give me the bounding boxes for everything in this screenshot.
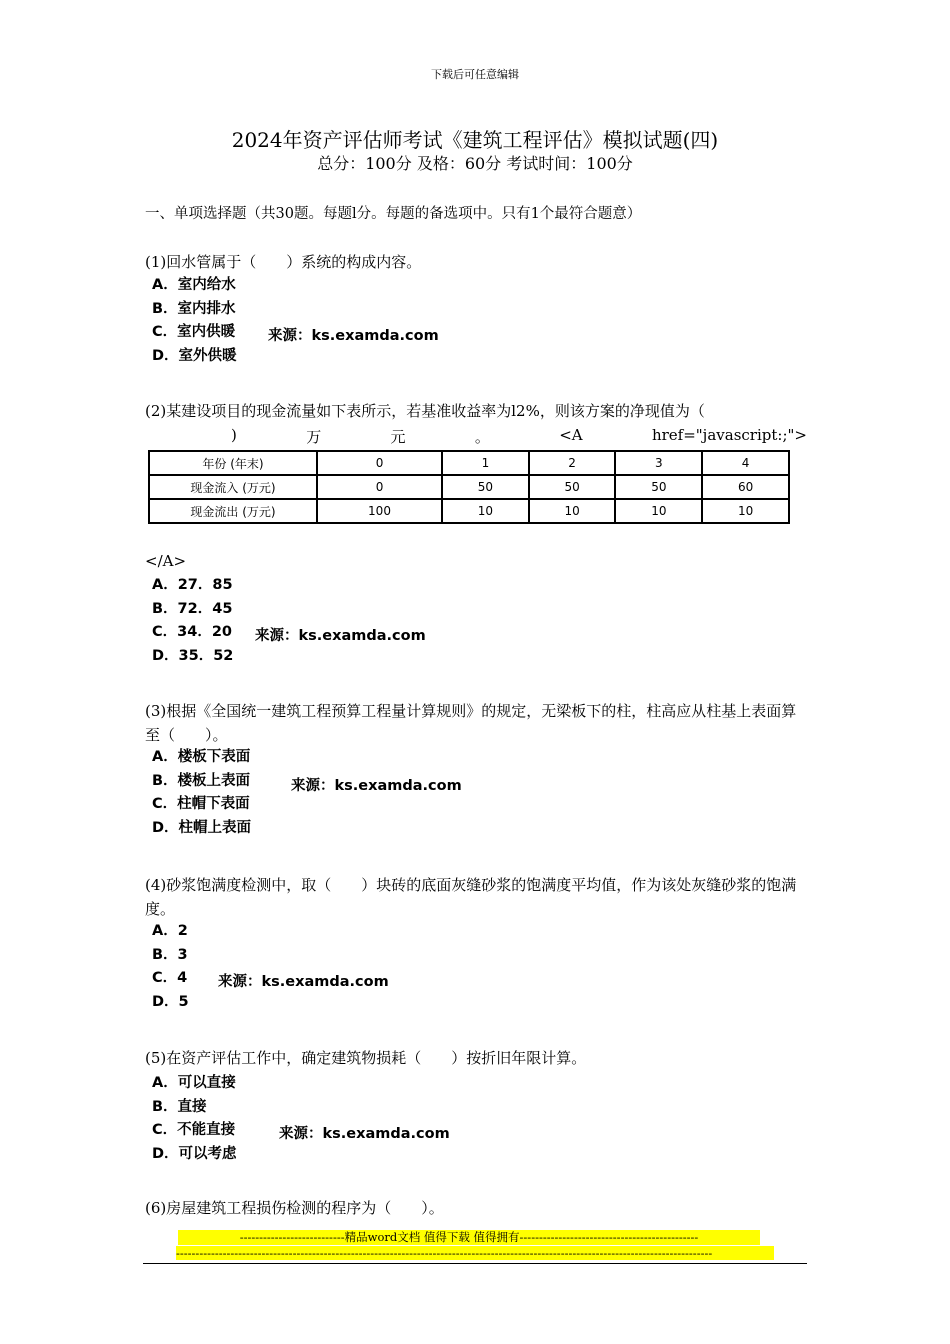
option-a: A．楼板下表面: [152, 749, 251, 765]
page-header: 下载后可任意编辑: [431, 68, 519, 81]
table-row: [149, 499, 789, 523]
option-d: D．可以考虑: [152, 1145, 237, 1162]
option-b: B．3: [152, 946, 188, 963]
exam-info: 总分：100分 及格：60分 考试时间：100分: [317, 154, 633, 173]
option-b: B．直接: [152, 1098, 207, 1115]
section-heading: 一、单项选择题（共30题。每题l分。每题的备选项中。只有1个最符合题意）: [145, 206, 642, 222]
question-3-text: (3)根据《全国统一建筑工程预算工程量计算规则》的规定，无梁板下的柱，柱高应从柱基上表面算至（ ）。: [145, 702, 797, 744]
table-row: [149, 475, 789, 499]
closing-tag-text: </A>: [145, 552, 187, 570]
document-title: 2024年资产评估师考试《建筑工程评估》模拟试题(四): [231, 128, 719, 152]
table-cell: 10: [702, 499, 789, 523]
question-1-text: (1)回水管属于（ ）系统的构成内容。: [145, 253, 422, 271]
source-label: 来源：ks.examda.com: [279, 1126, 450, 1142]
footer-banner: ---------------------------精品word文档 值得下载 值得拥有----------------------------------------------: [178, 1230, 760, 1245]
option-c: C．34．20: [152, 624, 232, 640]
question-2-options: [152, 574, 233, 668]
question-6-text: (6)房屋建筑工程损伤检测的程序为（ ）。: [145, 1199, 444, 1217]
cont-token: <A: [559, 426, 583, 444]
option-d: D．柱帽上表面: [152, 819, 252, 836]
table-cell: 0: [317, 475, 442, 499]
option-b: B．室内排水: [152, 300, 236, 317]
question-4-options: [152, 920, 189, 1014]
table-cell: 3: [615, 451, 702, 475]
table-cell: 10: [442, 499, 529, 523]
table-cell: 2: [529, 451, 616, 475]
table-cell: 0: [317, 451, 442, 475]
source-label: 来源：ks.examda.com: [268, 328, 439, 344]
option-c: C．柱帽下表面: [152, 796, 250, 812]
cash-flow-table: [148, 450, 790, 524]
option-a: A．2: [152, 923, 188, 939]
table-cell: 50: [615, 475, 702, 499]
table-cell: 10: [615, 499, 702, 523]
footer-banner-dashes: ------------------------------------------------------------------------------------------------------------------------------------------: [176, 1246, 774, 1260]
option-a: A．27．85: [152, 577, 233, 593]
cont-token: 元: [390, 428, 406, 446]
table-cell: 4: [702, 451, 789, 475]
option-b: B．72．45: [152, 600, 233, 617]
cont-token: 。: [474, 428, 490, 446]
question-2-text: (2)某建设项目的现金流量如下表所示，若基准收益率为l2%，则该方案的净现值为（: [145, 402, 705, 420]
table-cell: 年份 (年末): [149, 451, 317, 475]
cont-token: href="javascript:;">: [651, 426, 807, 444]
table-cell: 50: [529, 475, 616, 499]
source-label: 来源：ks.examda.com: [291, 778, 462, 794]
source-label: 来源：ks.examda.com: [255, 628, 426, 644]
question-5-text: (5)在资产评估工作中，确定建筑物损耗（ ）按折旧年限计算。: [145, 1049, 587, 1067]
source-label: 来源：ks.examda.com: [218, 974, 389, 990]
question-2-continuation: [145, 426, 807, 447]
option-c: C．4: [152, 970, 188, 986]
option-c: C．室内供暖: [152, 324, 236, 340]
table-cell: 100: [317, 499, 442, 523]
question-3-options: [152, 746, 251, 840]
question-5-options: [152, 1072, 237, 1166]
table-cell: 现金流入 (万元): [149, 475, 317, 499]
table-header-row: [149, 451, 789, 475]
cont-token: ): [231, 426, 237, 444]
option-d: D．5: [152, 993, 189, 1010]
option-d: D．室外供暖: [152, 347, 237, 364]
question-1-options: [152, 274, 237, 368]
table-cell: 10: [529, 499, 616, 523]
table-cell: 现金流出 (万元): [149, 499, 317, 523]
option-c: C．不能直接: [152, 1122, 236, 1138]
option-d: D．35．52: [152, 647, 234, 664]
option-a: A．可以直接: [152, 1075, 236, 1091]
option-b: B．楼板上表面: [152, 772, 251, 789]
option-a: A．室内给水: [152, 277, 236, 293]
footer-divider: [143, 1263, 807, 1264]
table-cell: 50: [442, 475, 529, 499]
table-cell: 1: [442, 451, 529, 475]
cont-token: 万: [306, 428, 322, 446]
table-cell: 60: [702, 475, 789, 499]
question-4-text: (4)砂浆饱满度检测中，取（ ）块砖的底面灰缝砂浆的饱满度平均值，作为该处灰缝砂浆的饱满度。: [145, 876, 797, 918]
